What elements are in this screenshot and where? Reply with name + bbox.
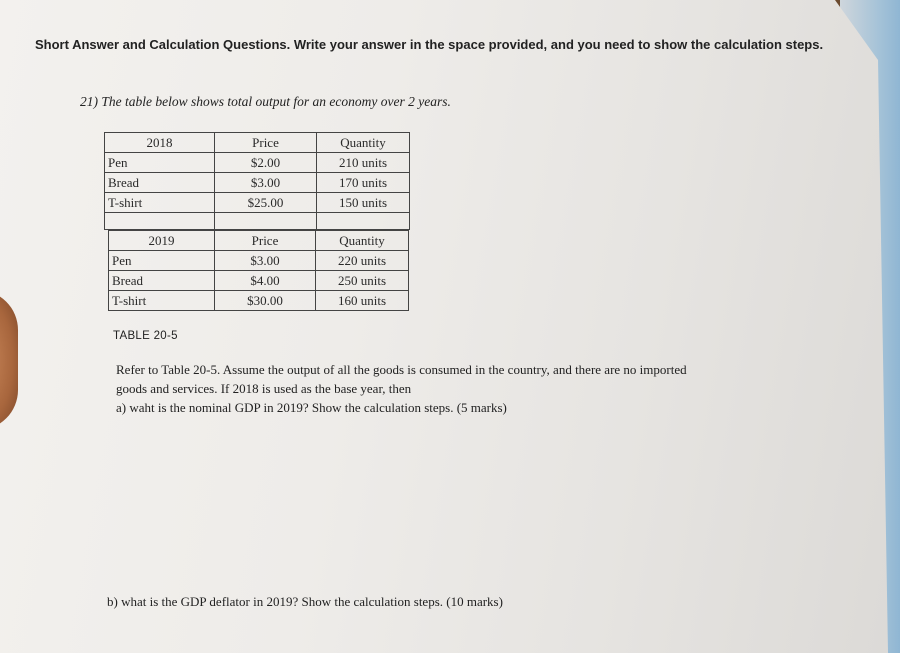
price-header: Price	[215, 133, 317, 153]
quantity-cell: 220 units	[316, 251, 409, 271]
table-row	[109, 271, 409, 291]
item-cell: T-shirt	[105, 193, 215, 213]
quantity-cell: 170 units	[317, 173, 410, 193]
question-intro: 21) The table below shows total output for an economy over 2 years.	[80, 94, 451, 109]
question-line: Refer to Table 20-5. Assume the output of all the goods is consumed in the country, and there are no imported	[116, 362, 687, 377]
quantity-cell: 160 units	[316, 291, 409, 311]
table-row	[105, 173, 410, 193]
year-header: 2019	[109, 231, 215, 251]
table-header-row	[105, 133, 410, 153]
quantity-header: Quantity	[317, 133, 410, 153]
table-row	[109, 291, 409, 311]
part-a-question: a) waht is the nominal GDP in 2019? Show the calculation steps. (5 marks)	[116, 400, 507, 415]
item-cell: Pen	[109, 251, 215, 271]
question-text	[116, 360, 796, 417]
item-cell: Pen	[105, 153, 215, 173]
price-cell: $25.00	[215, 193, 317, 213]
quantity-header: Quantity	[316, 231, 409, 251]
table-row	[105, 193, 410, 213]
table-row	[109, 251, 409, 271]
price-cell: $4.00	[215, 271, 316, 291]
year-header: 2018	[105, 133, 215, 153]
item-cell: Bread	[105, 173, 215, 193]
price-cell: $3.00	[215, 251, 316, 271]
table-2018	[104, 132, 410, 230]
item-cell: Bread	[109, 271, 215, 291]
item-cell: T-shirt	[109, 291, 215, 311]
price-header: Price	[215, 231, 316, 251]
quantity-cell: 150 units	[317, 193, 410, 213]
price-cell: $2.00	[215, 153, 317, 173]
table-caption: TABLE 20-5	[113, 330, 178, 342]
section-heading: Short Answer and Calculation Questions. Write your answer in the space provided, and you need to show the calculation steps.	[35, 37, 824, 52]
question-line: goods and services. If 2018 is used as the base year, then	[116, 381, 412, 396]
quantity-cell: 210 units	[317, 153, 410, 173]
table-row	[105, 153, 410, 173]
price-cell: $30.00	[215, 291, 316, 311]
table-2019	[108, 230, 409, 311]
table-header-row	[109, 231, 409, 251]
price-cell: $3.00	[215, 173, 317, 193]
table-spacer-row	[105, 213, 410, 230]
part-b-question: b) what is the GDP deflator in 2019? Show the calculation steps. (10 marks)	[107, 594, 503, 609]
quantity-cell: 250 units	[316, 271, 409, 291]
